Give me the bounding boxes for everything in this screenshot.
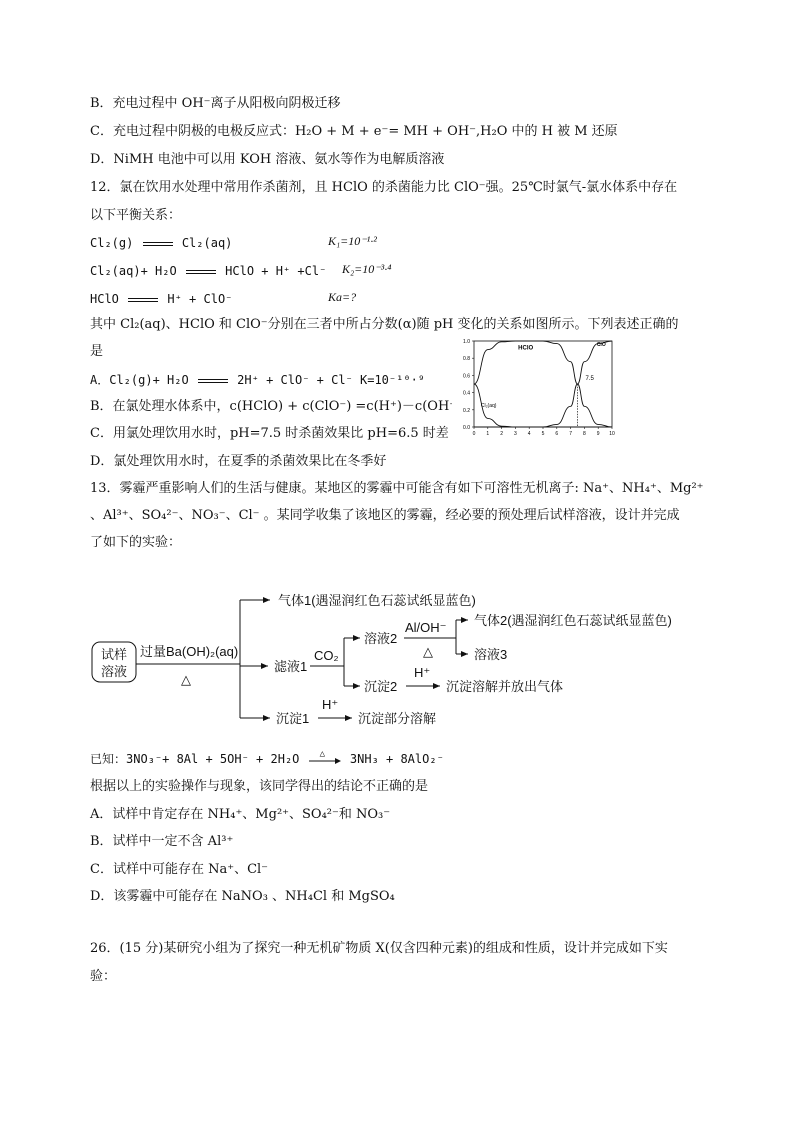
sample-label-2: 溶液 (100, 664, 128, 679)
x-tick-label: 9 (596, 431, 600, 437)
option-12-a-left: A．Cl₂(g)+ H₂O (90, 373, 189, 387)
acid-h-1: H⁺ (414, 665, 431, 680)
question-26-stem: 26．(15 分)某研究小组为了探究一种无机矿物质 X(仅含四种元素)的组成和性质，设计并完成如下实 (90, 941, 668, 956)
eq1-left: Cl₂(g) (90, 236, 134, 250)
option-13-c: C．试样中可能存在 Na⁺、Cl⁻ (90, 862, 269, 877)
eq2-right: HClO + H⁺ +Cl⁻ (225, 264, 327, 278)
question-13-stem-2: 、Al³⁺、SO₄²⁻、NO₃⁻、Cl⁻ 。某同学收集了该地区的雾霾，经必要的预处理后试样溶液，设计并完成 (90, 508, 680, 523)
reaction-arrow-icon (307, 748, 343, 767)
series-line-1 (474, 341, 612, 427)
x-tick-label: 2 (500, 431, 503, 437)
co2-reagent: CO₂ (314, 648, 339, 663)
annotation-label: 7.5 (585, 376, 594, 382)
precipitate-1: 沉淀1 (276, 711, 310, 726)
option-12-d: D．氯处理饮用水时，在夏季的杀菌效果比在冬季好 (90, 454, 387, 469)
reagent-baoh2: 过量Ba(OH)₂(aq) (140, 644, 239, 659)
known-reaction (90, 750, 444, 768)
y-tick-label: 0.4 (463, 390, 470, 397)
known-reaction-right: 3NH₃ + 8AlO₂⁻ (349, 752, 444, 766)
eq2-k: K₂=10⁻³·⁴ (342, 262, 392, 276)
label-clo: ClO (596, 342, 606, 349)
equilibrium-1 (90, 234, 232, 252)
fraction-ph-chart (452, 333, 618, 443)
x-tick-label: 0 (472, 431, 476, 437)
label-cl2: Cl₂(aq) (480, 403, 497, 410)
equilibrium-arrow-icon (141, 239, 175, 249)
acid-h-2: H⁺ (322, 697, 339, 712)
option-13-d: D．该雾霾中可能存在 NaNO₃ 、NH₄Cl 和 MgSO₄ (90, 889, 395, 904)
x-tick-label: 4 (527, 431, 531, 437)
precipitate-1-result: 沉淀部分溶解 (358, 711, 437, 726)
option-11-d: D．NiMH 电池中可以用 KOH 溶液、氨水等作为电解质溶液 (90, 152, 445, 167)
solution-3: 溶液3 (474, 647, 508, 662)
sample-label-1: 试样 (100, 647, 128, 662)
eq1-k: K₁=10⁻¹·² (328, 234, 377, 248)
x-tick-label: 10 (609, 431, 615, 437)
question-12-stem-3: 其中 Cl₂(aq)、HClO 和 ClO⁻分别在三者中所占分数(α)随 pH 变化的关系如图所示。下列表述正确的 (90, 317, 679, 332)
y-tick-label: 0.2 (463, 407, 470, 414)
eq3-k: Ka=? (328, 290, 357, 304)
x-tick-label: 3 (514, 431, 517, 437)
chart-frame (474, 341, 612, 427)
x-tick-label: 7 (569, 431, 572, 437)
series-line-2 (474, 341, 612, 427)
x-tick-label: 5 (541, 431, 545, 437)
equilibrium-2 (90, 262, 326, 280)
label-hclo: HClO (518, 345, 534, 352)
equilibrium-arrow-icon (196, 376, 230, 386)
question-12-stem-2: 以下平衡关系： (90, 208, 182, 223)
y-tick-label: 0.6 (463, 373, 470, 380)
option-11-b: B．充电过程中 OH⁻离子从阳极向阴极迁移 (90, 96, 341, 111)
eq1-right: Cl₂(aq) (181, 236, 233, 250)
x-tick-label: 6 (555, 431, 559, 437)
precipitate-2: 沉淀2 (364, 679, 398, 694)
option-13-b: B．试样中一定不含 Al³⁺ (90, 834, 234, 849)
question-13-stem: 13．雾霾严重影响人们的生活与健康。某地区的雾霾中可能含有如下可溶性无机离子: Na⁺、NH₄⁺、Mg²⁺ (90, 481, 704, 496)
precipitate-2-result: 沉淀溶解并放出气体 (446, 679, 564, 694)
experiment-flowchart (0, 580, 794, 730)
option-12-a (90, 371, 425, 389)
question-26-stem-2: 验： (90, 969, 117, 984)
question-12-stem: 12．氯在饮用水处理中常用作杀菌剂，且 HClO 的杀菌能力比 ClO⁻强。25℃时氯气-氯水体系中存在 (90, 180, 678, 195)
heat-symbol-2: △ (423, 644, 433, 659)
x-tick-label: 8 (583, 431, 586, 437)
equilibrium-3 (90, 290, 232, 308)
solution-2: 溶液2 (364, 631, 398, 646)
option-12-b: B．在氯处理水体系中，c(HClO) + c(ClO⁻) =c(H⁺)－c(OH⁻) (90, 399, 462, 414)
eq2-left: Cl₂(aq)+ H₂O (90, 264, 177, 278)
option-11-c: C．充电过程中阴极的电极反应式：H₂O + M + e⁻= MH + OH⁻,H₂O 中的 H 被 M 还原 (90, 124, 618, 139)
option-13-a: A．试样中肯定存在 NH₄⁺、Mg²⁺、SO₄²⁻和 NO₃⁻ (90, 807, 391, 822)
al-oh-reagent: Al/OH⁻ (405, 620, 447, 635)
equilibrium-arrow-icon (126, 295, 160, 305)
eq3-right: H⁺ + ClO⁻ (167, 292, 233, 306)
option-12-c: C．用氯处理饮用水时，pH=7.5 时杀菌效果比 pH=6.5 时差 (90, 426, 449, 441)
y-tick-label: 1.0 (463, 339, 470, 345)
x-tick-label: 1 (486, 431, 490, 437)
known-reaction-left: 已知：3NO₃⁻+ 8Al + 5OH⁻ + 2H₂O (90, 752, 300, 766)
gas-1: 气体1(遇湿润红色石蕊试纸显蓝色) (278, 593, 476, 608)
option-12-a-right: 2H⁺ + ClO⁻ + Cl⁻ K=10⁻¹⁰·⁹ (237, 373, 426, 387)
eq3-left: HClO (90, 292, 119, 306)
y-tick-label: 0.8 (463, 356, 470, 363)
equilibrium-arrow-icon (184, 267, 218, 277)
y-tick-label: 0.0 (463, 425, 470, 431)
question-13-ask: 根据以上的实验操作与现象，该同学得出的结论不正确的是 (90, 779, 429, 794)
known-arrow-label: △ (319, 748, 326, 759)
filtrate-1: 滤液1 (274, 659, 308, 674)
question-12-stem-4: 是 (90, 344, 104, 359)
heat-symbol: △ (181, 672, 191, 687)
question-13-stem-3: 了如下的实验： (90, 535, 182, 550)
gas-2: 气体2(遇湿润红色石蕊试纸显蓝色) (474, 613, 672, 628)
